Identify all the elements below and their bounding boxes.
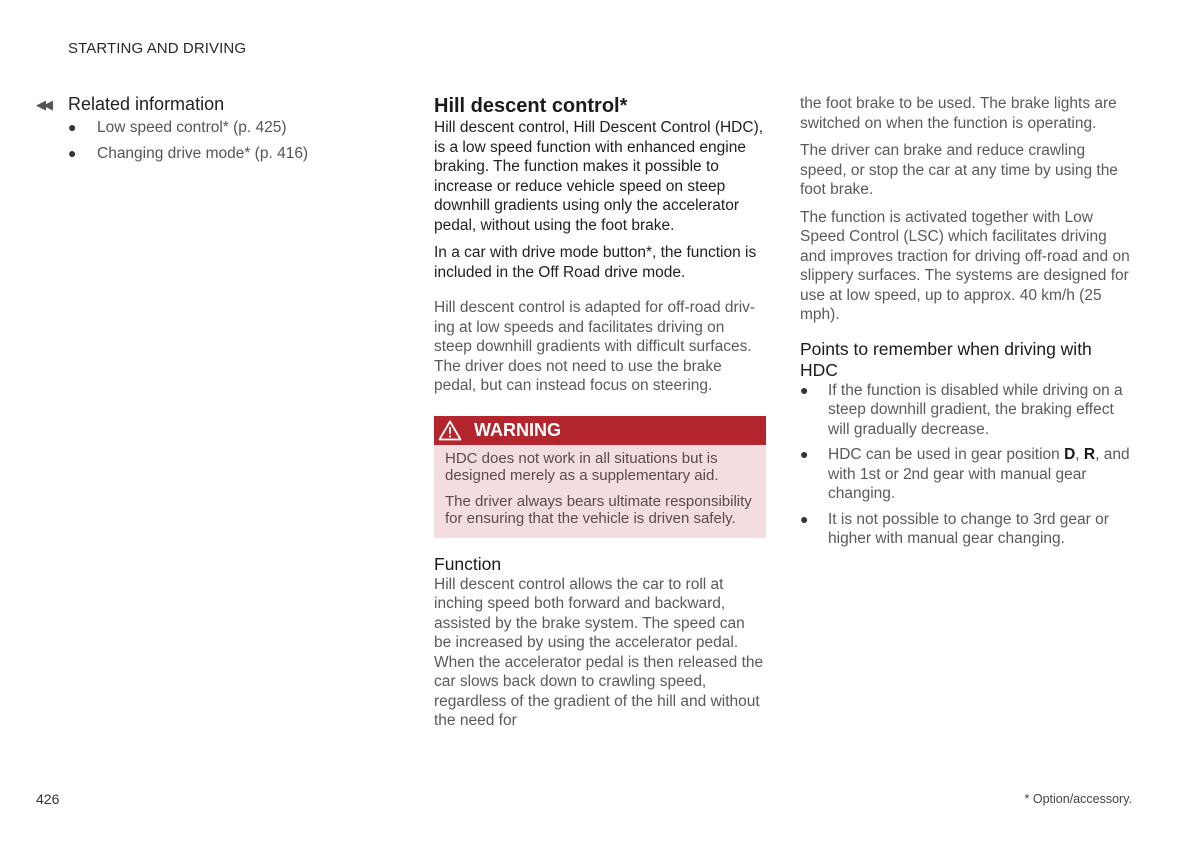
section-header: STARTING AND DRIVING (68, 40, 247, 57)
page-number: 426 (36, 791, 60, 807)
bullet-icon: ● (68, 119, 77, 135)
warning-body (434, 445, 766, 538)
points-to-remember-heading: Points to remember when driving with HDC (800, 338, 1092, 380)
point-item (800, 445, 1130, 504)
point-item (800, 381, 1130, 440)
drive-mode-paragraph: In a car with drive mode button*, the function is included in the Off Road drive mode. (434, 244, 757, 281)
related-information-title: Related information (68, 94, 225, 114)
related-link-low-speed-control[interactable] (68, 118, 376, 137)
related-information-column (36, 94, 376, 170)
point-text-comma: , (1075, 446, 1084, 463)
function-paragraph: Hill descent control allows the car to roll at inching speed both forward and backward, assisted by the brake system. The speed can be increased by using the accelerator pedal. When the accelerator pedal is then released the car slows back down to crawling speed, regardless of the gradient of the hill and without the need for (434, 575, 764, 729)
function-heading: Function (434, 553, 502, 574)
warning-triangle-icon (438, 420, 462, 441)
warning-header (434, 416, 766, 445)
point-text: It is not possible to change to 3rd gear or higher with manual gear changing. (828, 510, 1109, 547)
bullet-icon: ● (68, 145, 77, 161)
foot-brake-paragraph: the foot brake to be used. The brake lights are switched on when the function is operating. (800, 95, 1117, 132)
related-link-changing-drive-mode[interactable] (68, 144, 376, 163)
related-information-heading (36, 94, 376, 115)
bullet-icon: ● (800, 510, 809, 527)
bullet-icon: ● (800, 446, 809, 462)
point-text-post: , and with 1st or 2nd gear with manual gear changing. (828, 446, 1130, 502)
gear-d: D (1064, 446, 1076, 463)
related-link-label[interactable]: Changing drive mode* (p. 416) (97, 145, 309, 162)
related-link-label[interactable]: Low speed control* (p. 425) (97, 119, 287, 136)
bullet-icon: ● (800, 381, 809, 398)
double-arrow-left-icon: ◀◀ (36, 96, 50, 112)
crawling-speed-paragraph: The driver can brake and reduce crawling speed, or stop the car at any time by using the foot brake. (800, 142, 1118, 198)
warning-text: HDC does not work in all situations but is designed merely as a supplementary aid. (445, 449, 719, 484)
gear-r: R (1083, 446, 1096, 463)
intro-paragraph: Hill descent control, Hill Descent Control (HDC), is a low speed function with enhanced engine braking. The function makes it possible to increase or reduce vehicle speed on steep downhill gradients using only the accelerator pedal, without using the foot brake. (434, 119, 764, 234)
main-column (434, 94, 766, 739)
points-list (800, 381, 1130, 549)
page-title: Hill descent control* (434, 95, 628, 117)
warning-label: WARNING (474, 419, 561, 440)
point-item (800, 510, 1130, 549)
warning-box (434, 416, 766, 538)
point-text: If the function is disabled while driving on a steep downhill gradient, the braking effect will gradually decrease. (828, 381, 1123, 438)
warning-text: The driver always bears ultimate responsibility for ensuring that the vehicle is driven safely. (445, 492, 752, 527)
description-paragraph: Hill descent control is adapted for off-road driving at low speeds and facilitates driving on steep downhill gradients with difficult surfaces. The driver does not need to use the brake pedal, but can instead focus on steering. (434, 299, 756, 394)
right-column (800, 94, 1130, 555)
lsc-paragraph: The function is activated together with Low Speed Control (LSC) which facilitates driving and improves traction for driving off-road and on slippery surfaces. The systems are designed for use at low speed, up to approx. 40 km/h (25 mph). (800, 208, 1130, 323)
related-links-list (68, 118, 376, 163)
footnote: * Option/accessory. (1024, 792, 1132, 806)
point-text-pre: HDC can be used in gear position (828, 446, 1065, 463)
